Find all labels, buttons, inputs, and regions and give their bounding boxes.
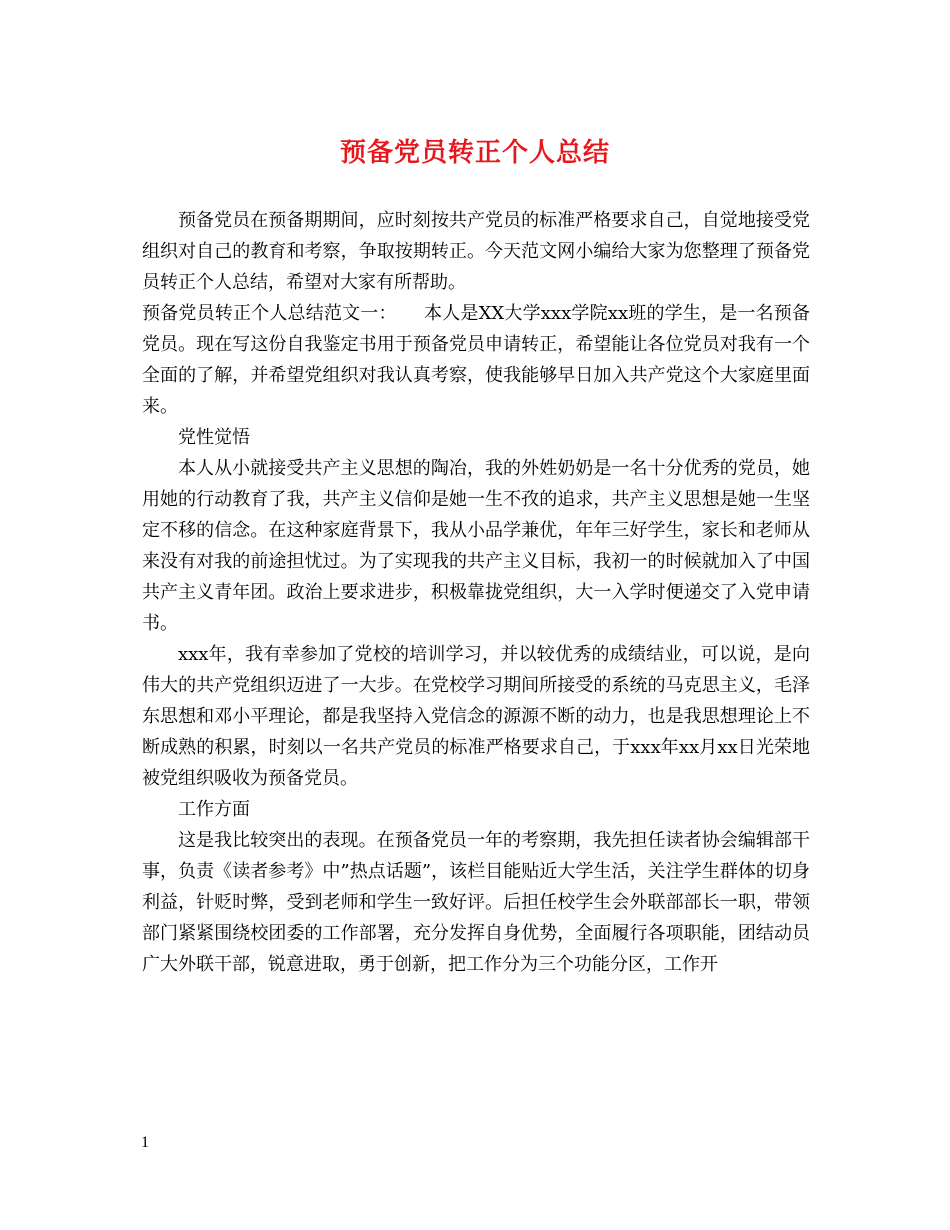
paragraph-intro: 预备党员在预备期期间，应时刻按共产党员的标准严格要求自己，自觉地接受党组织对自己的教育和考察，争取按期转正。今天范文网小编给大家为您整理了预备党员转正个人总结，希望对大家有所帮助。 — [142, 210, 810, 293]
page-number: 1 — [141, 1134, 149, 1151]
paragraph-party-awareness: 本人从小就接受共产主义思想的陶冶，我的外姓奶奶是一名十分优秀的党员，她用她的行动教育了我，共产主义信仰是她一生不孜的追求，共产主义思想是她一生坚定不移的信念。在这种家庭背景下，我从小品学兼优，年年三好学生，家长和老师从来没有对我的前途担忧过。为了实现我的共产主义目标，我初一的时候就加入了中国共产主义青年团。政治上要求进步，积极靠拢党组织，大一入学时便递交了入党申请书。 — [142, 458, 810, 634]
paragraph-sample-one: 预备党员转正个人总结范文一： 本人是XX大学xxx学院xx班的学生，是一名预备党员。现在写这份自我鉴定书用于预备党员申请转正，希望能让各位党员对我有一个全面的了解，并希望党组织对我认真考察，使我能够早日加入共产党这个大家庭里面来。 — [142, 303, 810, 417]
document-title: 预备党员转正个人总结 — [339, 138, 610, 168]
paragraph-work: 这是我比较突出的表现。在预备党员一年的考察期，我先担任读者协会编辑部干事，负责《读者参考》中”热点话题”，该栏目能贴近大学生活，关注学生群体的切身利益，针贬时弊，受到老师和学生一致好评。后担任校学生会外联部部长一职，带领部门紧紧围绕校团委的工作部署，充分发挥自身优势，全面履行各项职能，团结动员广大外联干部，锐意进取，勇于创新，把工作分为三个功能分区，工作开 — [142, 830, 810, 975]
paragraph-party-school: xxx年，我有幸参加了党校的培训学习，并以较优秀的成绩结业，可以说，是向伟大的共产党组织迈进了一大步。在党校学习期间所接受的系统的马克思主义，毛泽东思想和邓小平理论，都是我坚持入党信念的源源不断的动力，也是我思想理论上不断成熟的积累，时刻以一名共产党员的标准严格要求自己，于xxx年xx月xx日光荣地被党组织吸收为预备党员。 — [142, 644, 810, 789]
section-heading-party-awareness: 党性觉悟 — [178, 427, 250, 448]
section-heading-work: 工作方面 — [178, 799, 250, 820]
document-body — [142, 205, 810, 980]
